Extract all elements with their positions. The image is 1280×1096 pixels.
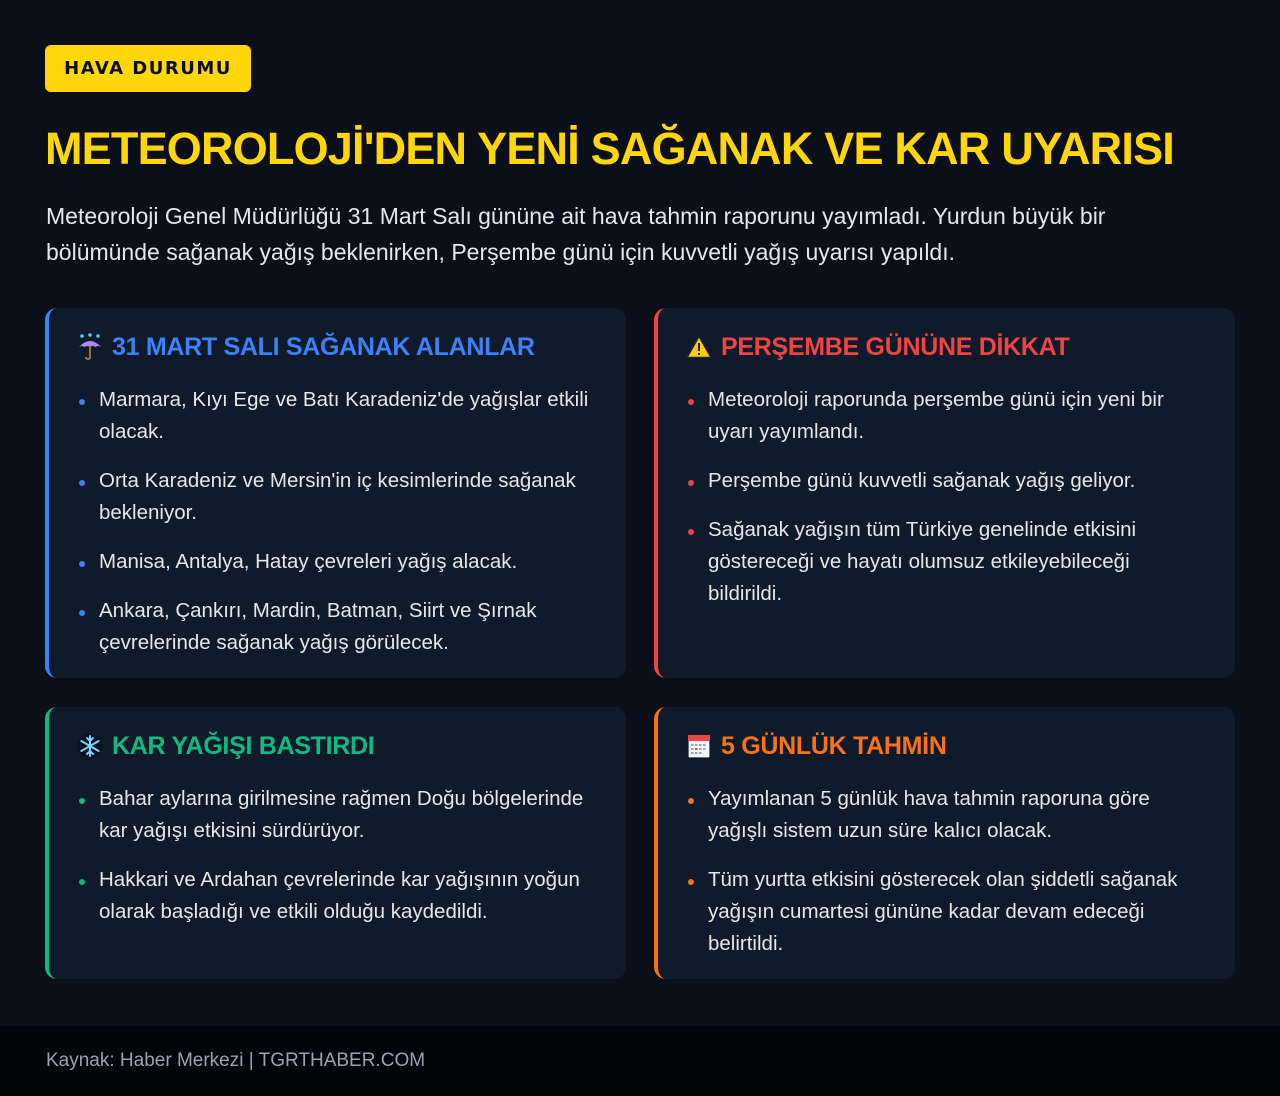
footer (0, 1026, 1280, 1096)
card-header (76, 330, 596, 364)
card-rain-areas (45, 308, 626, 678)
bullet-icon (79, 561, 85, 567)
bullet-icon (79, 879, 85, 885)
page-title: METEOROLOJİ'DEN YENİ SAĞANAK VE KAR UYARISI (45, 123, 1174, 174)
card-thursday-warning (654, 308, 1235, 678)
bullet-icon (688, 399, 694, 405)
card-list (685, 384, 1205, 610)
card-list (76, 384, 596, 659)
card-header (76, 729, 596, 763)
list-item: Hakkari ve Ardahan çevrelerinde kar yağışının yoğun olarak başladığı ve etkili olduğu kaydedildi. (76, 864, 596, 928)
card-snowfall (45, 707, 626, 979)
list-item: Manisa, Antalya, Hatay çevreleri yağış alacak. (76, 546, 596, 578)
card-title: 5 GÜNLÜK TAHMİN (721, 731, 947, 760)
list-item: Perşembe günü kuvvetli sağanak yağış geliyor. (685, 465, 1205, 497)
bullet-icon (688, 879, 694, 885)
bullet-icon (688, 480, 694, 486)
warning-icon (685, 333, 713, 361)
card-header (685, 729, 1205, 763)
list-item: Yayımlanan 5 günlük hava tahmin raporuna göre yağışlı sistem uzun süre kalıcı olacak. (685, 783, 1205, 847)
umbrella-rain-icon (76, 333, 104, 361)
list-item: Ankara, Çankırı, Mardin, Batman, Siirt ve Şırnak çevrelerinde sağanak yağış görülecek. (76, 595, 596, 659)
card-title: KAR YAĞIŞI BASTIRDI (112, 731, 375, 760)
bullet-icon (79, 798, 85, 804)
card-list (685, 783, 1205, 960)
bullet-icon (688, 529, 694, 535)
card-list (76, 783, 596, 928)
list-item: Tüm yurtta etkisini gösterecek olan şiddetli sağanak yağışın cumartesi gününe kadar devam edeceği belirtildi. (685, 864, 1205, 960)
category-badge: HAVA DURUMU (45, 45, 251, 92)
card-title: PERŞEMBE GÜNÜNE DİKKAT (721, 332, 1070, 361)
bullet-icon (688, 798, 694, 804)
list-item: Meteoroloji raporunda perşembe günü için yeni bir uyarı yayımlandı. (685, 384, 1205, 448)
card-header (685, 330, 1205, 364)
card-5-day-forecast (654, 707, 1235, 979)
list-item: Bahar aylarına girilmesine rağmen Doğu bölgelerinde kar yağışı etkisini sürdürüyor. (76, 783, 596, 847)
calendar-icon (685, 732, 713, 760)
list-item: Marmara, Kıyı Ege ve Batı Karadeniz'de yağışlar etkili olacak. (76, 384, 596, 448)
list-item: Orta Karadeniz ve Mersin'in iç kesimlerinde sağanak bekleniyor. (76, 465, 596, 529)
snowflake-icon (76, 732, 104, 760)
source-credit: Kaynak: Haber Merkezi | TGRTHABER.COM (46, 1050, 426, 1071)
bullet-icon (79, 480, 85, 486)
bullet-icon (79, 610, 85, 616)
list-item: Sağanak yağışın tüm Türkiye genelinde etkisini göstereceği ve hayatı olumsuz etkileyebileceği bildirildi. (685, 514, 1205, 610)
intro-paragraph: Meteoroloji Genel Müdürlüğü 31 Mart Salı gününe ait hava tahmin raporunu yayımladı. Yurdun büyük bir bölümünde sağanak yağış beklenirken, Perşembe günü için kuvvetli yağış uyarısı yapıldı. (46, 203, 1106, 265)
bullet-icon (79, 399, 85, 405)
card-title: 31 MART SALI SAĞANAK ALANLAR (112, 332, 535, 361)
